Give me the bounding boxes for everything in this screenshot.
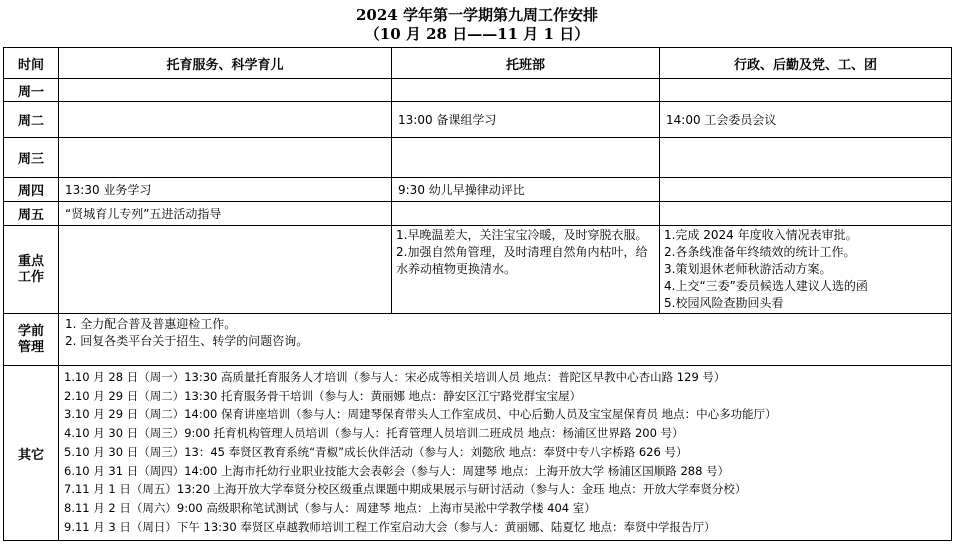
document-subtitle-dates: （10 月 28 日——11 月 1 日）: [364, 25, 590, 43]
header-nursery-class: 托班部: [392, 48, 660, 79]
list-item: 1.完成 2024 年度收入情况表审批。: [664, 228, 858, 242]
preschool-management-label: 学前 管理: [4, 314, 59, 366]
cell-admin: [660, 79, 952, 102]
focus-work-label: 重点 工作: [4, 226, 59, 314]
header-childcare-services: 托育服务、科学育儿: [59, 48, 392, 79]
table-row-focus-work: [4, 226, 952, 314]
cell-childcare: [59, 138, 392, 178]
cell-nursery: 9:30 幼儿早操律动评比: [392, 178, 660, 202]
weekly-schedule-table: [3, 47, 952, 541]
table-row-tuesday: [4, 102, 952, 138]
table-header-row: [4, 48, 952, 79]
other-events-list: [59, 366, 952, 541]
list-item: 1.10 月 28 日（周一）13:30 高质量托育服务人才培训（参与人：宋必成等相关培训人员 地点：普陀区早教中心杏山路 129 号）: [64, 370, 726, 384]
day-label: 周三: [4, 138, 59, 178]
table-row-monday: [4, 79, 952, 102]
list-item: 5.校园风险查勘回头看: [664, 296, 784, 310]
cell-nursery: [392, 79, 660, 102]
list-item: 9.11 月 3 日（周日）下午 13:30 奉贤区卓越教师培训工程工作室启动大会（参与人：黄丽娜、陆夏忆 地点：奉贤中学报告厅）: [64, 519, 716, 534]
table-row-other: [4, 366, 952, 541]
list-item: 1. 全力配合普及普惠迎检工作。: [65, 317, 237, 331]
cell-nursery: [392, 202, 660, 226]
table-row-friday: [4, 202, 952, 226]
list-item: 2.10 月 29 日（周二）13:30 托育服务骨干培训（参与人：黄丽娜 地点：静安区江宁路党群宝宝屋）: [64, 388, 582, 403]
cell-childcare: [59, 79, 392, 102]
cell-nursery: 13:00 备课组学习: [392, 102, 660, 138]
list-item: 7.11 月 1 日（周五）13:20 上海开放大学奉贤分校区级重点课题中期成果展示与研讨活动（参与人：金珏 地点：开放大学奉贤分校）: [64, 482, 747, 497]
cell-childcare: “贤城育儿专列”五进活动指导: [59, 202, 392, 226]
document-title: 2024 学年第一学期第九周工作安排: [356, 6, 598, 24]
cell-admin: [660, 202, 952, 226]
day-label: 周四: [4, 178, 59, 202]
list-item: 3.策划退休老师秋游活动方案。: [664, 262, 832, 276]
list-item: 4.上交“三委”委员候选人建议人选的函: [664, 279, 868, 293]
list-item: 3.10 月 29 日（周二）14:00 保育讲座培训（参与人：周建琴保育带头人工作室成员、中心后勤人员及宝宝屋保育员 地点：中心多功能厅）: [64, 407, 777, 422]
list-item: 2. 回复各类平台关于招生、转学的问题咨询。: [65, 334, 309, 348]
list-item: 4.10 月 30 日（周三）9:00 托育机构管理人员培训（参与人：托育管理人员培训二班成员 地点：杨浦区世界路 200 号）: [64, 426, 684, 441]
header-admin-logistics: 行政、后勤及党、工、团: [660, 48, 952, 79]
preschool-management-list: [59, 314, 952, 366]
list-item: 2.各条线准备年终绩效的统计工作。: [664, 245, 856, 259]
table-row-thursday: [4, 178, 952, 202]
table-row-wednesday: [4, 138, 952, 178]
cell-childcare: [59, 102, 392, 138]
day-label: 周二: [4, 102, 59, 138]
cell-admin: [660, 178, 952, 202]
cell-childcare: 13:30 业务学习: [59, 178, 392, 202]
focus-admin-list: [660, 226, 952, 314]
cell-admin: 14:00 工会委员会议: [660, 102, 952, 138]
header-time: 时间: [4, 48, 59, 79]
table-row-preschool-management: [4, 314, 952, 366]
cell-nursery: [392, 138, 660, 178]
list-item: 8.11 月 2 日（周六）9:00 高级职称笔试测试（参与人：周建琴 地点：上海市吴淞中学教学楼 404 室）: [64, 500, 596, 515]
list-item: 5.10 月 30 日（周三）13：45 奉贤区教育系统“青椒”成长伙伴活动（参与人：刘懿欣 地点：奉贤中专八字桥路 626 号）: [64, 444, 688, 459]
cell-childcare: [59, 226, 392, 314]
list-item: 2.加强自然角管理，及时清理自然角内枯叶，给水养动植物更换清水。: [396, 245, 648, 276]
list-item: 6.10 月 31 日（周四）14:00 上海市托幼行业职业技能大会表彰会（参与人：周建琴 地点：上海开放大学 杨浦区国顺路 288 号）: [64, 463, 730, 478]
focus-nursery-list: [392, 226, 660, 314]
cell-admin: [660, 138, 952, 178]
list-item: 1.早晚温差大，关注宝宝冷暖，及时穿脱衣服。: [396, 228, 648, 242]
other-label: 其它: [4, 366, 59, 541]
day-label: 周一: [4, 79, 59, 102]
day-label: 周五: [4, 202, 59, 226]
